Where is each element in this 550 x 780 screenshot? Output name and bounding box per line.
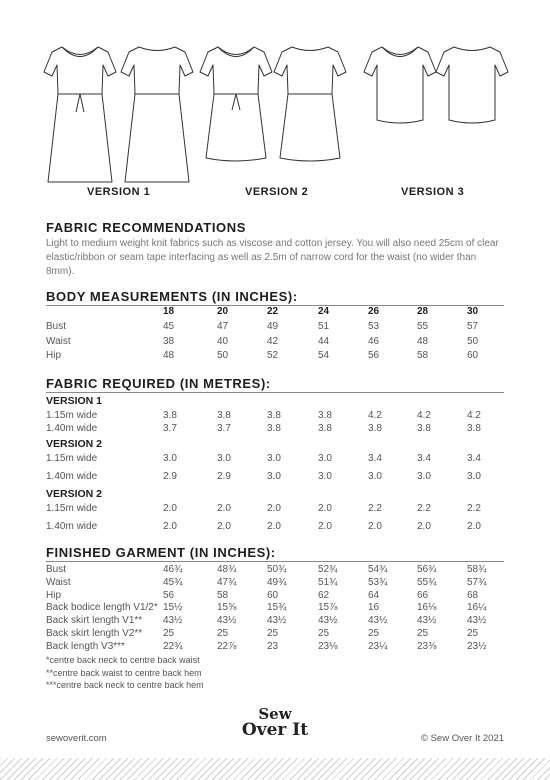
table-cell: 48 (417, 335, 429, 347)
table-cell: 15½ (163, 602, 183, 614)
table-cell: 3.4 (417, 453, 431, 464)
table-cell: 3.4 (467, 453, 481, 464)
table-cell: 25 (163, 628, 175, 639)
table-cell: 3.0 (467, 471, 481, 482)
table-cell: 3.8 (467, 423, 481, 434)
table-cell: 15⅞ (318, 602, 338, 614)
version-3-label: VERSION 3 (401, 186, 465, 198)
table-cell: 2.0 (267, 521, 281, 532)
table-cell: 60 (267, 589, 279, 601)
row-label: 1.15m wide (46, 453, 98, 464)
table-cell: 3.0 (217, 453, 231, 464)
table-cell: 16⅛ (417, 602, 437, 614)
table-row (46, 641, 506, 654)
size-header-cell: 28 (417, 306, 429, 317)
row-label: Waist (46, 335, 71, 347)
table-cell: 2.0 (417, 521, 431, 532)
table-cell: 54 (318, 350, 330, 361)
table-cell: 68 (467, 589, 479, 601)
sew-over-it-logo (225, 706, 325, 738)
row-label: 1.40m wide (46, 471, 98, 482)
fabric-recommendations-text: Light to medium weight knit fabrics such as viscose and cotton jersey. You will also need 25cm of clear elastic/ribbon or seam tape interfacing as well as 2.5m of narrow cord for the waist (no wider than 8mm). (46, 238, 499, 277)
table-row (46, 628, 506, 641)
table-cell: 58¾ (467, 564, 487, 575)
table-cell: 3.0 (318, 471, 332, 482)
table-cell: 2.0 (467, 521, 481, 532)
table-cell: 56 (163, 589, 175, 601)
table-cell: 2.0 (217, 521, 231, 532)
table-cell: 3.0 (267, 453, 281, 464)
table-cell: 3.4 (368, 453, 382, 464)
table-cell: 51¾ (318, 576, 338, 588)
table-cell: 3.0 (368, 471, 382, 482)
website-text: sewoverit.com (46, 733, 107, 744)
size-header-cell: 20 (217, 306, 229, 317)
divider (46, 392, 504, 393)
decorative-stripe (0, 758, 550, 780)
table-cell: 3.0 (267, 471, 281, 482)
table-cell: 23 (267, 640, 279, 652)
table-cell: 43½ (267, 615, 287, 627)
table-cell: 3.8 (267, 423, 281, 434)
fabric-required-heading: FABRIC REQUIRED (IN METRES): (46, 376, 271, 391)
table-cell: 45 (163, 321, 175, 332)
table-cell: 25 (318, 628, 330, 639)
row-label: Bust (46, 564, 67, 575)
table-cell: 49¾ (267, 576, 287, 588)
table-cell: 48 (163, 350, 175, 361)
size-header-cell: 22 (267, 306, 279, 317)
table-cell: 23½ (467, 640, 487, 652)
table-row (46, 350, 506, 363)
table-cell: 43½ (163, 615, 183, 627)
version-2-front-illustration (200, 47, 272, 161)
table-cell: 4.2 (417, 410, 431, 421)
table-row (46, 336, 506, 349)
row-label: 1.40m wide (46, 521, 98, 532)
row-label: Hip (46, 589, 62, 601)
table-cell: 46 (368, 335, 380, 347)
table-cell: 3.7 (217, 423, 231, 434)
table-cell: 66 (417, 589, 429, 601)
table-cell: 3.8 (217, 410, 231, 421)
fabric-recommendations-heading: FABRIC RECOMMENDATIONS (46, 220, 247, 235)
table-cell: 56 (368, 350, 380, 361)
table-cell: 2.0 (267, 503, 281, 514)
table-row (46, 602, 506, 615)
table-row (46, 321, 506, 334)
table-cell: 15⅝ (217, 602, 237, 614)
footnote: *centre back neck to centre back waist (46, 655, 200, 665)
table-cell: 22⅞ (217, 640, 237, 652)
size-header-cell: 30 (467, 306, 479, 317)
table-cell: 2.9 (217, 471, 231, 482)
version-subheading: VERSION 1 (46, 395, 103, 407)
table-cell: 55 (417, 321, 429, 332)
table-cell: 2.0 (318, 503, 332, 514)
table-cell: 58 (217, 589, 229, 601)
table-cell: 23⅛ (318, 640, 338, 652)
table-cell: 15¾ (267, 602, 287, 614)
table-cell: 3.8 (163, 410, 177, 421)
table-row (46, 423, 506, 436)
row-label: Back length V3*** (46, 640, 125, 652)
table-cell: 53¾ (368, 576, 388, 588)
table-cell: 3.0 (163, 453, 177, 464)
table-cell: 55¾ (417, 576, 437, 588)
table-row (46, 410, 506, 423)
table-cell: 2.0 (368, 521, 382, 532)
table-cell: 48¾ (217, 564, 237, 575)
table-cell: 43½ (217, 615, 237, 627)
table-row (46, 471, 506, 484)
table-cell: 2.0 (318, 521, 332, 532)
table-cell: 43½ (467, 615, 487, 627)
table-cell: 16¼ (467, 602, 487, 614)
table-cell: 43½ (318, 615, 338, 627)
version-1-label: VERSION 1 (87, 186, 151, 198)
version-1-back-illustration (121, 47, 193, 182)
table-cell: 4.2 (368, 410, 382, 421)
row-label: 1.15m wide (46, 410, 98, 421)
table-row (46, 615, 506, 628)
table-cell: 40 (217, 335, 229, 347)
table-cell: 3.8 (368, 423, 382, 434)
table-cell: 38 (163, 335, 175, 347)
table-cell: 50 (467, 335, 479, 347)
size-header-row (46, 306, 506, 319)
table-cell: 3.0 (318, 453, 332, 464)
table-cell: 25 (217, 628, 229, 639)
table-cell: 2.0 (217, 503, 231, 514)
table-row (46, 564, 506, 577)
table-cell: 4.2 (467, 410, 481, 421)
table-cell: 23¼ (368, 640, 388, 652)
divider (46, 561, 504, 562)
finished-garment-heading: FINISHED GARMENT (IN INCHES): (46, 545, 276, 560)
table-cell: 25 (267, 628, 279, 639)
table-cell: 22¾ (163, 640, 183, 652)
version-2-label: VERSION 2 (245, 186, 309, 198)
row-label: 1.15m wide (46, 503, 98, 514)
size-header-cell: 26 (368, 306, 380, 317)
table-cell: 3.8 (318, 423, 332, 434)
logo-line-1: Sew (258, 705, 292, 723)
table-cell: 51 (318, 321, 330, 332)
table-cell: 46¾ (163, 564, 183, 575)
table-cell: 52 (267, 350, 279, 361)
table-cell: 45¾ (163, 576, 183, 588)
row-label: Waist (46, 576, 71, 588)
table-cell: 47¾ (217, 576, 237, 588)
row-label: Back skirt length V2** (46, 628, 143, 639)
version-1-front-illustration (44, 47, 116, 182)
table-cell: 62 (318, 589, 330, 601)
table-cell: 57 (467, 321, 479, 332)
table-cell: 52¾ (318, 564, 338, 575)
table-cell: 16 (368, 602, 380, 614)
table-cell: 49 (267, 321, 279, 332)
garment-illustrations (0, 40, 550, 188)
table-cell: 3.8 (318, 410, 332, 421)
table-cell: 25 (417, 628, 429, 639)
row-label: Back bodice length V1/2* (46, 602, 158, 614)
size-header-cell: 18 (163, 306, 175, 317)
table-cell: 3.8 (417, 423, 431, 434)
table-cell: 3.8 (267, 410, 281, 421)
table-cell: 50 (217, 350, 229, 361)
table-row (46, 521, 506, 534)
row-label: 1.40m wide (46, 423, 98, 434)
version-3-back-illustration (436, 47, 508, 123)
table-cell: 3.0 (417, 471, 431, 482)
table-cell: 53 (368, 321, 380, 332)
row-label: Hip (46, 350, 62, 361)
version-subheading: VERSION 2 (46, 488, 103, 500)
table-cell: 3.7 (163, 423, 177, 434)
table-cell: 43½ (368, 615, 388, 627)
table-cell: 44 (318, 335, 330, 347)
version-3-front-illustration (364, 47, 436, 123)
body-measurements-heading: BODY MEASUREMENTS (IN INCHES): (46, 289, 298, 304)
table-row (46, 577, 506, 590)
table-cell: 2.2 (417, 503, 431, 514)
copyright-text: © Sew Over It 2021 (420, 733, 504, 744)
table-row (46, 453, 506, 466)
table-cell: 2.2 (467, 503, 481, 514)
table-cell: 64 (368, 589, 380, 601)
table-cell: 47 (217, 321, 229, 332)
table-cell: 54¾ (368, 564, 388, 575)
table-cell: 50¾ (267, 564, 287, 575)
table-cell: 2.9 (163, 471, 177, 482)
table-cell: 60 (467, 350, 479, 361)
table-cell: 58 (417, 350, 429, 361)
logo-line-2: Over It (241, 720, 309, 740)
table-cell: 2.0 (163, 503, 177, 514)
version-subheading: VERSION 2 (46, 438, 103, 450)
table-cell: 57¾ (467, 576, 487, 588)
table-cell: 42 (267, 335, 279, 347)
table-cell: 25 (368, 628, 380, 639)
footnote: **centre back waist to centre back hem (46, 667, 202, 678)
size-header-cell: 24 (318, 306, 330, 317)
table-row (46, 590, 506, 603)
row-label: Bust (46, 321, 67, 332)
table-cell: 23⅜ (417, 640, 437, 652)
table-cell: 56¾ (417, 564, 437, 575)
table-cell: 25 (467, 628, 479, 639)
row-label: Back skirt length V1** (46, 615, 143, 627)
table-cell: 2.0 (163, 521, 177, 532)
table-cell: 43½ (417, 615, 437, 627)
table-row (46, 503, 506, 516)
table-cell: 2.2 (368, 503, 382, 514)
footnote: ***centre back neck to centre back hem (46, 680, 204, 690)
version-2-back-illustration (274, 47, 346, 161)
